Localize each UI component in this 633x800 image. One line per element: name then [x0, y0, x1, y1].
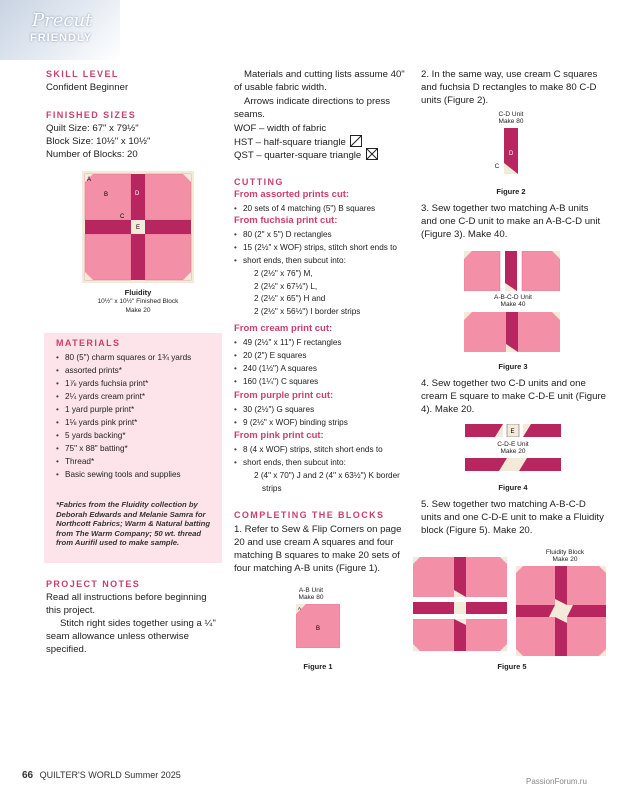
figure3-parts [464, 251, 560, 291]
figure4-cde-unit [465, 458, 561, 471]
fig5-unit: Fluidity Block [545, 549, 585, 556]
intro-qst-row [234, 148, 378, 162]
label-a: A [87, 177, 92, 183]
badge-line2: FRIENDLY [30, 32, 92, 44]
cut-item: • 160 (1¼") C squares [234, 375, 414, 388]
page-footer [22, 770, 181, 781]
block-size: Block Size: 10½" x 10½" [46, 136, 151, 147]
watermark: PassionForum.ru [526, 777, 587, 786]
fuchsia-heading: From fuchsia print cut: [234, 215, 338, 226]
fluidity-block-illustration [82, 171, 194, 283]
cut-item: • 30 (2½") G squares [234, 403, 414, 416]
materials-item: • 2¼ yards cream print* [56, 390, 216, 403]
purple-heading: From purple print cut: [234, 390, 334, 401]
page-number: 66 [22, 770, 34, 781]
cut-item: • 20 (2") E squares [234, 349, 414, 362]
notes-heading: PROJECT NOTES [46, 579, 141, 589]
step-2: 2. In the same way, use cream C squares and fuchsia D rectangles to make 80 C-D units (Figure 2). [421, 69, 598, 106]
cut-item-cont: • short ends, then subcut into: [234, 456, 419, 469]
fig1-label-a: A [298, 606, 302, 611]
fig4-label: Figure 4 [498, 483, 528, 492]
block-fig-make: Make 20 [125, 307, 151, 314]
materials-item: • 75" x 88" batting* [56, 442, 216, 455]
label-c: C [120, 214, 125, 220]
cutting-heading: CUTTING [234, 177, 284, 187]
fig3-label: Figure 3 [498, 362, 528, 371]
figure5-exploded-block [413, 557, 507, 651]
fig1-label: Figure 1 [303, 662, 333, 671]
quilt-size: Quilt Size: 67" x 79½" [46, 123, 139, 134]
fig3-make: Make 40 [500, 301, 526, 308]
fuchsia-sub [236, 268, 360, 318]
cut-item: • 20 sets of 4 matching (5") B squares [234, 202, 414, 215]
step-5: 5. Sew together two matching A-B-C-D units and one C-D-E unit to make a Fluidity block (Figure 5). Make 20. [421, 499, 604, 536]
number-of-blocks: Number of Blocks: 20 [46, 149, 138, 160]
fig1-label-b: B [316, 626, 321, 632]
figure4-parts [465, 424, 561, 437]
intro-qst: QST – quarter-square triangle [234, 150, 362, 161]
cut-item-cont: • short ends, then subcut into: [234, 254, 419, 267]
intro-p1: Materials and cutting lists assume 40" of usable fabric width. [234, 69, 405, 93]
hst-icon [350, 135, 362, 147]
materials-note: *Fabrics from the Fluidity collection by Deborah Edwards and Melanie Samra for Northcott Fabrics; Warm & Natural batting from The Warm Company; 50 wt. thread from Aurifil used to make sample. [56, 500, 211, 548]
sub-item: 2 (2½" x 65") H and [254, 294, 326, 303]
skill-heading: SKILL LEVEL [46, 69, 119, 79]
step-3: 3. Sew together two matching A-B units and one C-D unit to make an A-B-C-D unit (Figure 3). Make 40. [421, 203, 601, 240]
fig3-unit: A-B-C-D Unit [494, 294, 532, 301]
intro-hst-row [234, 135, 362, 149]
intro-wof: WOF – width of fabric [234, 123, 327, 134]
fig2-make: Make 80 [498, 118, 524, 125]
materials-item-cont: • assorted prints* [56, 364, 216, 377]
label-e: E [136, 225, 141, 231]
step-4: 4. Sew together two C-D units and one cream E square to make C-D-E unit (Figure 4). Make 20. [421, 378, 607, 415]
cut-item: • 240 (1½") A squares [234, 362, 414, 375]
sub-item: 2 (4" x 70") J and 2 (4" x 63½") K border [254, 471, 400, 480]
cream-heading: From cream print cut: [234, 323, 333, 334]
cut-item: • 49 (2½" x 11") F rectangles [234, 336, 414, 349]
materials-item: • 5 yards backing* [56, 429, 216, 442]
pink-heading: From pink print cut: [234, 430, 324, 441]
step-1: 1. Refer to Sew & Flip Corners on page 20 and use cream A squares and four matching B squares to make 20 sets of four matching A-B units (Figure 1). [234, 524, 402, 574]
pink-sub [236, 470, 400, 495]
assorted-list [234, 202, 414, 215]
materials-item: • Basic sewing tools and supplies [56, 468, 216, 481]
badge-line1: Precut [32, 10, 93, 31]
fig4-make: Make 20 [500, 448, 526, 455]
fig2-label-c: C [494, 163, 500, 170]
sub-item: 2 (2½" x 76") M, [254, 269, 313, 278]
block-fig-size: 10½" x 10½" Finished Block [97, 298, 179, 305]
fig1-make: Make 80 [298, 594, 324, 601]
figure3-abcd-unit [464, 312, 560, 352]
cut-item: • 80 (2" x 5") D rectangles [234, 228, 419, 241]
pink-list [234, 443, 419, 469]
fig2-label-d: D [509, 151, 514, 157]
materials-heading: MATERIALS [56, 338, 121, 348]
skill-value: Confident Beginner [46, 82, 129, 93]
cut-item: • 9 (2½" x WOF) binding strips [234, 416, 414, 429]
cut-item: • 15 (2½" x WOF) strips, stitch short ends to [234, 241, 419, 254]
sub-item: 2 (2½" x 56½") I border strips [254, 306, 361, 316]
fig4-unit: C-D-E Unit [497, 441, 529, 448]
block-fig-title: Fluidity [124, 288, 152, 297]
figure1-ab-unit [296, 604, 340, 648]
fig1-unit: A-B Unit [298, 587, 324, 594]
fig5-label: Figure 5 [497, 662, 527, 671]
cream-list [234, 336, 414, 388]
notes-p1: Read all instructions before beginning this project. [46, 592, 207, 616]
materials-item: • 1⅛ yards pink print* [56, 416, 216, 429]
qst-icon [366, 148, 378, 160]
assorted-heading: From assorted prints cut: [234, 189, 350, 200]
fig2-label: Figure 2 [496, 187, 526, 196]
finished-heading: FINISHED SIZES [46, 110, 137, 120]
label-d: D [135, 191, 140, 197]
fig4-label-e: E [510, 429, 515, 435]
sub-item: strips [262, 483, 282, 493]
materials-item: • 80 (5") charm squares or 1¾ yards [56, 351, 216, 364]
intro-p2: Arrows indicate directions to press seams. [234, 96, 391, 120]
fuchsia-list [234, 228, 419, 267]
materials-item: • 1⅞ yards fuchsia print* [56, 377, 216, 390]
cut-item: • 8 (4 x WOF) strips, stitch short ends to [234, 443, 419, 456]
materials-item: • Thread* [56, 455, 216, 468]
magazine-name: QUILTER'S WORLD Summer 2025 [39, 770, 181, 780]
fig5-make: Make 20 [552, 556, 578, 563]
notes-p2: Stitch right sides together using a ¼" seam allowance unless otherwise specified. [46, 618, 216, 655]
fig2-unit: C-D Unit [498, 111, 524, 118]
materials-list [56, 351, 216, 481]
sub-item: 2 (2½" x 67½") L, [254, 281, 318, 291]
purple-list [234, 403, 414, 429]
completing-heading: COMPLETING THE BLOCKS [234, 510, 385, 520]
figure2-cd-unit [504, 128, 518, 174]
materials-item: • 1 yard purple print* [56, 403, 216, 416]
figure5-fluidity-block [516, 566, 606, 656]
intro-hst: HST – half-square triangle [234, 137, 346, 148]
label-b: B [104, 192, 109, 198]
precut-friendly-badge [0, 0, 120, 60]
